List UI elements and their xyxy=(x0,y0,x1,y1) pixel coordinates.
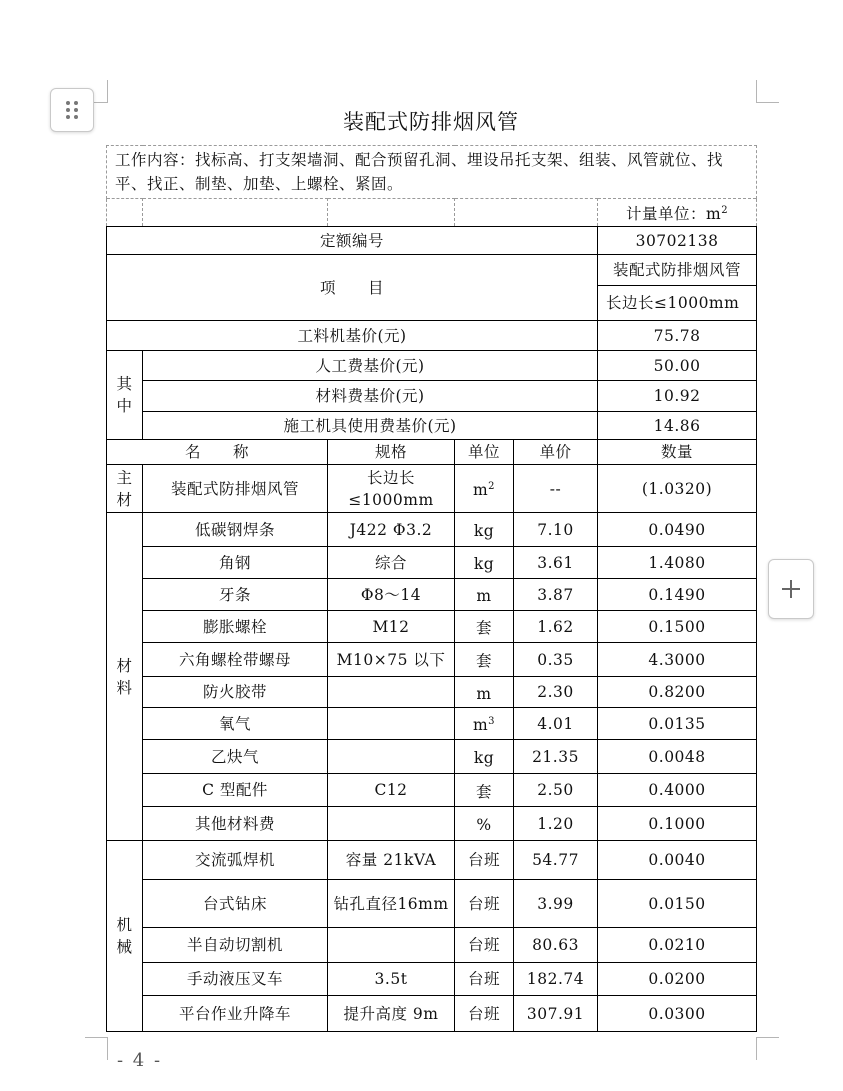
cell-qty: 0.0150 xyxy=(598,880,757,928)
cell-qty: 0.8200 xyxy=(598,677,757,708)
cell-name: 低碳钢焊条 xyxy=(143,513,328,547)
cell-spec: C12 xyxy=(328,774,455,807)
quota-table xyxy=(106,145,757,1032)
cell-qty: 0.0040 xyxy=(598,841,757,880)
column-price: 单价 xyxy=(514,440,598,465)
labor-price: 50.00 xyxy=(598,351,757,381)
unit-row xyxy=(107,199,757,227)
cell-name: 防火胶带 xyxy=(143,677,328,708)
cell-qty: 0.0135 xyxy=(598,708,757,740)
cell-price: 21.35 xyxy=(514,740,598,774)
cell-spec: 提升高度 9m xyxy=(328,996,455,1032)
cell-spec: 容量 21kVA xyxy=(328,841,455,880)
cell-price: 3.61 xyxy=(514,547,598,579)
cell-spec: M12 xyxy=(328,611,455,643)
table-row xyxy=(107,643,757,677)
item-label: 项 目 xyxy=(107,255,598,321)
cell-qty: (1.0320) xyxy=(598,465,757,513)
cell-unit: 台班 xyxy=(455,841,514,880)
main-material-row xyxy=(107,465,757,513)
cell-name: 半自动切割机 xyxy=(143,928,328,963)
cell-unit: m xyxy=(455,579,514,611)
cell-price: 2.50 xyxy=(514,774,598,807)
cell-spec xyxy=(328,677,455,708)
table-row xyxy=(107,774,757,807)
item-spec: 长边长≤1000mm xyxy=(598,286,757,321)
cell-unit: 套 xyxy=(455,774,514,807)
cell-name: 台式钻床 xyxy=(143,880,328,928)
quota-number-label: 定额编号 xyxy=(107,227,598,255)
cell-spec: J422 Φ3.2 xyxy=(328,513,455,547)
labor-row xyxy=(107,351,757,381)
cell-qty: 0.4000 xyxy=(598,774,757,807)
table-row xyxy=(107,841,757,880)
cell-spec xyxy=(328,740,455,774)
cell-unit: 台班 xyxy=(455,996,514,1032)
material-price-row xyxy=(107,381,757,412)
cell-price: 54.77 xyxy=(514,841,598,880)
cell-price: 307.91 xyxy=(514,996,598,1032)
group-label-materials: 材料 xyxy=(107,513,143,841)
crop-mark-top-right xyxy=(756,80,779,103)
material-price: 10.92 xyxy=(598,381,757,412)
group-label-main: 主材 xyxy=(107,465,143,513)
cell-price: 4.01 xyxy=(514,708,598,740)
cell-qty: 0.0048 xyxy=(598,740,757,774)
page-title: 装配式防排烟风管 xyxy=(343,110,519,134)
cell-spec: 长边长≤1000mm xyxy=(328,465,455,513)
table-row xyxy=(107,807,757,841)
cell-name: 乙炔气 xyxy=(143,740,328,774)
cell-unit: kg xyxy=(455,740,514,774)
cell-spec xyxy=(328,807,455,841)
cell-unit: 套 xyxy=(455,611,514,643)
cell-unit: % xyxy=(455,807,514,841)
table-row xyxy=(107,708,757,740)
quota-number-row xyxy=(107,227,757,255)
cell-price: 0.35 xyxy=(514,643,598,677)
cell-name: 牙条 xyxy=(143,579,328,611)
machine-price-row xyxy=(107,412,757,440)
cell-name: 手动液压叉车 xyxy=(143,963,328,996)
cell-name: 角钢 xyxy=(143,547,328,579)
cell-unit: kg xyxy=(455,547,514,579)
quota-number: 30702138 xyxy=(598,227,757,255)
cell-price: 1.62 xyxy=(514,611,598,643)
table-row xyxy=(107,677,757,708)
table-row xyxy=(107,579,757,611)
cell-name: C 型配件 xyxy=(143,774,328,807)
among-label: 其中 xyxy=(107,351,143,440)
cell-name: 交流弧焊机 xyxy=(143,841,328,880)
table-row xyxy=(107,996,757,1032)
cell-spec xyxy=(328,708,455,740)
cell-spec: 钻孔直径16mm xyxy=(328,880,455,928)
table-move-handle[interactable] xyxy=(50,88,94,132)
material-label: 材料费基价(元) xyxy=(143,381,598,412)
base-price-label: 工料机基价(元) xyxy=(107,321,598,351)
cell-spec: 3.5t xyxy=(328,963,455,996)
cell-name: 氧气 xyxy=(143,708,328,740)
work-content: 工作内容：找标高、打支架墙洞、配合预留孔洞、埋设吊托支架、组装、风管就位、找平、找正、制垫、加垫、上螺栓、紧固。 xyxy=(107,146,757,199)
cell-qty: 4.3000 xyxy=(598,643,757,677)
add-row-button[interactable] xyxy=(768,559,814,619)
column-qty: 数量 xyxy=(598,440,757,465)
cell-name: 装配式防排烟风管 xyxy=(143,465,328,513)
cell-spec: Φ8～14 xyxy=(328,579,455,611)
cell-unit: $m^3$ xyxy=(455,708,514,740)
cell-unit: 套 xyxy=(455,643,514,677)
cell-qty: 0.1500 xyxy=(598,611,757,643)
cell-price: 1.20 xyxy=(514,807,598,841)
cell-unit: 台班 xyxy=(455,928,514,963)
cell-qty: 0.0300 xyxy=(598,996,757,1032)
labor-label: 人工费基价(元) xyxy=(143,351,598,381)
table-row xyxy=(107,928,757,963)
cell-qty: 0.0200 xyxy=(598,963,757,996)
cell-unit: 台班 xyxy=(455,880,514,928)
cell-spec: M10×75 以下 xyxy=(328,643,455,677)
cell-price: 80.63 xyxy=(514,928,598,963)
column-header-row xyxy=(107,440,757,465)
cell-price: 3.99 xyxy=(514,880,598,928)
item-name: 装配式防排烟风管 xyxy=(598,255,757,286)
cell-price: 182.74 xyxy=(514,963,598,996)
cell-name: 平台作业升降车 xyxy=(143,996,328,1032)
base-price-row xyxy=(107,321,757,351)
base-price: 75.78 xyxy=(598,321,757,351)
table-row xyxy=(107,740,757,774)
table-row xyxy=(107,611,757,643)
table-row xyxy=(107,880,757,928)
cell-name: 六角螺栓带螺母 xyxy=(143,643,328,677)
cell-unit: 台班 xyxy=(455,963,514,996)
column-spec: 规格 xyxy=(328,440,455,465)
machine-label: 施工机具使用费基价(元) xyxy=(143,412,598,440)
group-label-machinery: 机械 xyxy=(107,841,143,1032)
cell-unit: kg xyxy=(455,513,514,547)
drag-handle-icon xyxy=(66,101,78,119)
crop-mark-bottom-left xyxy=(85,1037,108,1060)
cell-price: 2.30 xyxy=(514,677,598,708)
cell-price: 7.10 xyxy=(514,513,598,547)
cell-spec xyxy=(328,928,455,963)
column-unit: 单位 xyxy=(455,440,514,465)
table-row xyxy=(107,513,757,547)
cell-unit: $m^2$ xyxy=(455,465,514,513)
work-content-row xyxy=(107,146,757,199)
table-row xyxy=(107,547,757,579)
cell-qty: 0.0490 xyxy=(598,513,757,547)
cell-qty: 0.0210 xyxy=(598,928,757,963)
table-row xyxy=(107,963,757,996)
page-number: - 4 - xyxy=(117,1050,163,1071)
cell-price: -- xyxy=(514,465,598,513)
cell-price: 3.87 xyxy=(514,579,598,611)
machine-price: 14.86 xyxy=(598,412,757,440)
cell-qty: 0.1490 xyxy=(598,579,757,611)
item-row xyxy=(107,255,757,286)
cell-qty: 1.4080 xyxy=(598,547,757,579)
cell-qty: 0.1000 xyxy=(598,807,757,841)
column-name: 名 称 xyxy=(107,440,328,465)
measurement-unit: 计量单位：$m^2$ xyxy=(598,199,757,227)
cell-unit: m xyxy=(455,677,514,708)
cell-name: 其他材料费 xyxy=(143,807,328,841)
cell-name: 膨胀螺栓 xyxy=(143,611,328,643)
cell-spec: 综合 xyxy=(328,547,455,579)
crop-mark-bottom-right xyxy=(756,1037,779,1060)
